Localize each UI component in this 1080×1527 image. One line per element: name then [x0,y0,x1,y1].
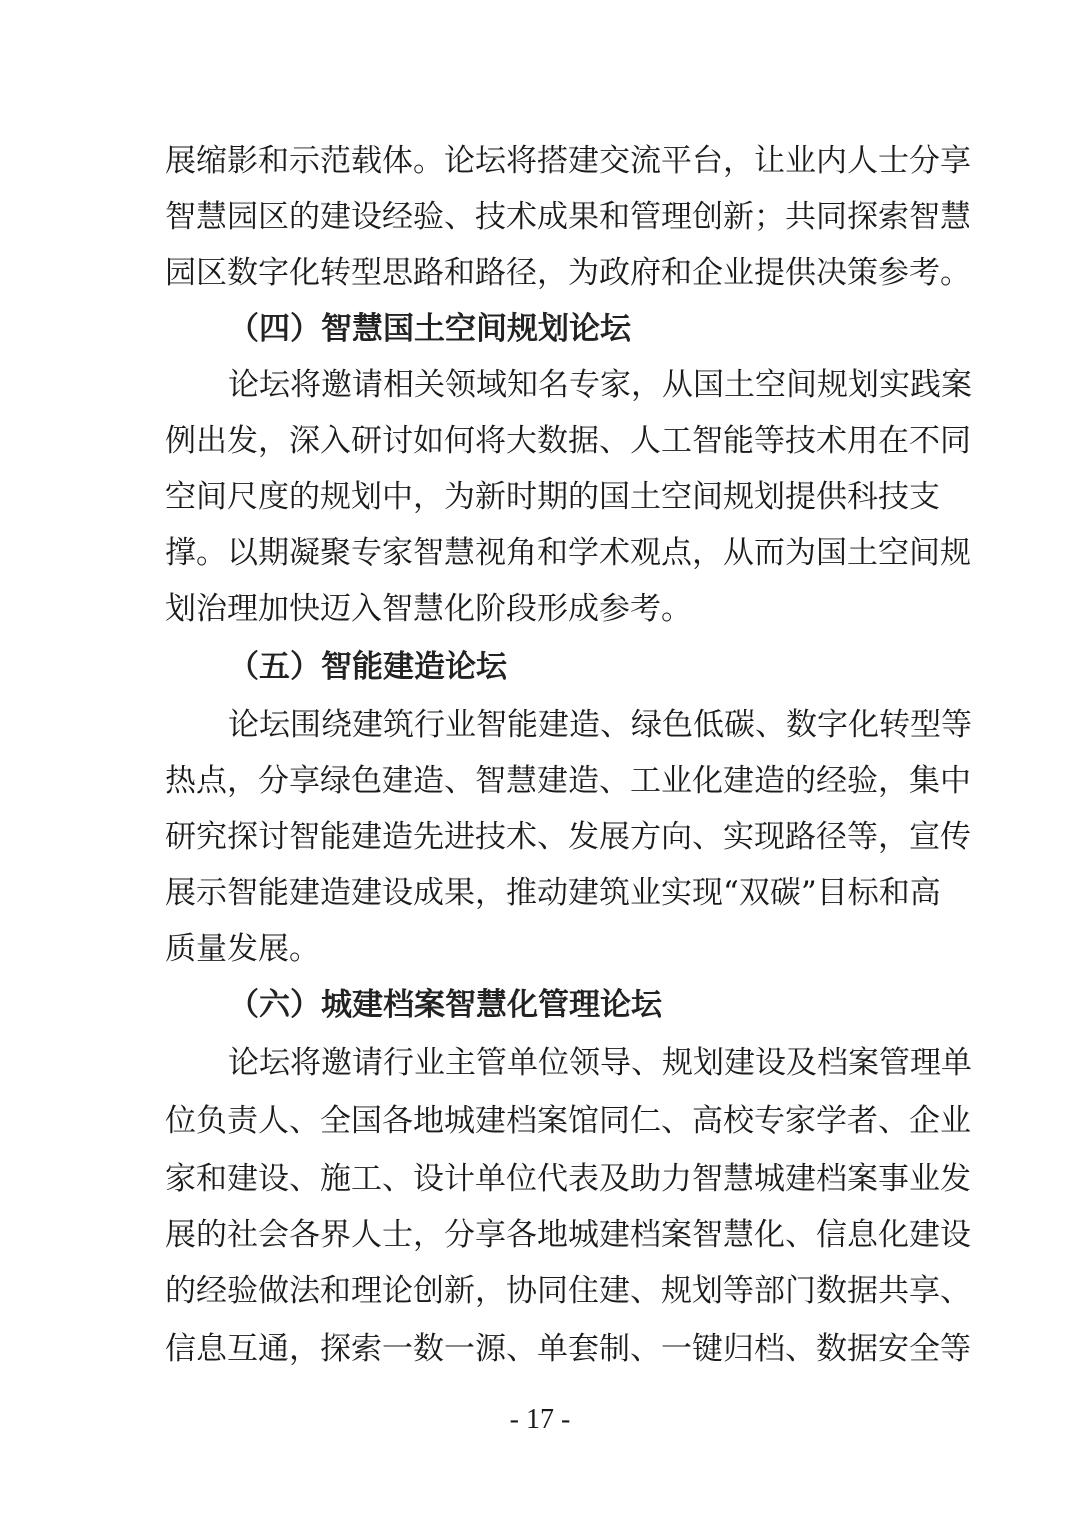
paragraph-line: 论坛将邀请相关领域知名专家，从国土空间规划实践案 [228,367,972,403]
paragraph-line: 家和建设、施工、设计单位代表及助力智慧城建档案事业发 [165,1161,971,1197]
paragraph-line: 信息互通，探索一数一源、单套制、一键归档、数据安全等 [165,1331,971,1367]
paragraph-line: 撑。以期凝聚专家智慧视角和学术观点，从而为国土空间规 [165,535,971,571]
section-heading-6: （六）城建档案智慧化管理论坛 [228,987,662,1023]
paragraph-line: 智慧园区的建设经验、技术成果和管理创新；共同探索智慧 [165,199,971,235]
paragraph-line: 论坛将邀请行业主管单位领导、规划建设及档案管理单 [228,1045,972,1081]
paragraph-line: 展示智能建造建设成果，推动建筑业实现“双碳”目标和高 [165,875,941,911]
paragraph-line: 研究探讨智能建造先进技术、发展方向、实现路径等，宣传 [165,819,971,855]
paragraph-line: 的经验做法和理论创新，协同住建、规划等部门数据共享、 [165,1273,971,1309]
paragraph-line: 划治理加快迈入智慧化阶段形成参考。 [165,591,692,627]
paragraph-line: 展缩影和示范载体。论坛将搭建交流平台，让业内人士分享 [165,143,971,179]
paragraph-line: 论坛围绕建筑行业智能建造、绿色低碳、数字化转型等 [228,707,972,743]
paragraph-line: 位负责人、全国各地城建档案馆同仁、高校专家学者、企业 [165,1103,971,1139]
paragraph-line: 质量发展。 [165,931,320,967]
page-number: - 17 - [509,1404,571,1435]
paragraph-line: 例出发，深入研讨如何将大数据、人工智能等技术用在不同 [165,423,971,459]
paragraph-line: 展的社会各界人士，分享各地城建档案智慧化、信息化建设 [165,1217,971,1253]
section-heading-4: （四）智慧国土空间规划论坛 [228,311,631,347]
paragraph-line: 园区数字化转型思路和路径，为政府和企业提供决策参考。 [165,255,971,291]
section-heading-5: （五）智能建造论坛 [228,649,507,685]
paragraph-line: 热点，分享绿色建造、智慧建造、工业化建造的经验，集中 [165,763,971,799]
paragraph-line: 空间尺度的规划中，为新时期的国土空间规划提供科技支 [165,479,940,515]
